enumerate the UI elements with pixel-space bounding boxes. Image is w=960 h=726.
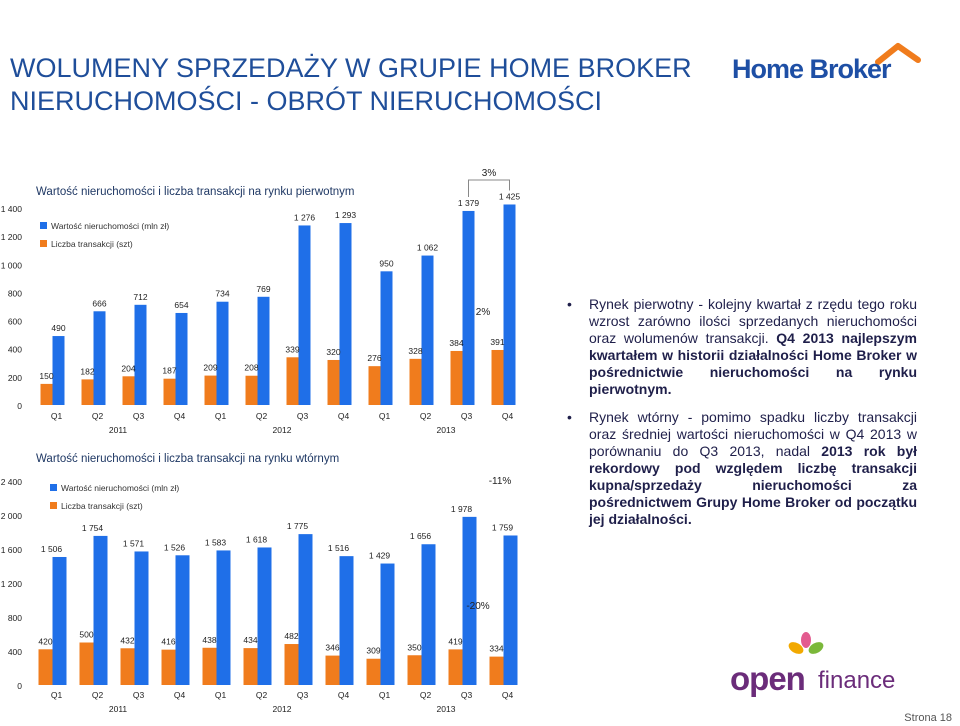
secondary-market-chart bbox=[0, 442, 545, 726]
bar-count bbox=[80, 643, 94, 686]
legend-label: Wartość nieruchomości (mln zł) bbox=[61, 483, 180, 493]
bar-count bbox=[82, 379, 94, 405]
data-label: 482 bbox=[284, 631, 299, 642]
y-tick-label: 0 bbox=[17, 401, 22, 411]
x-tick-label: Q4 bbox=[501, 411, 514, 421]
y-tick-label: 1 400 bbox=[0, 204, 22, 214]
y-tick-label: 2 000 bbox=[0, 511, 22, 521]
data-label: 1 618 bbox=[245, 534, 268, 545]
data-label: 654 bbox=[174, 299, 189, 310]
data-label: 666 bbox=[92, 298, 107, 309]
data-label: 328 bbox=[408, 345, 423, 356]
chart-title: Wartość nieruchomości i liczba transakcji na rynku wtórnym bbox=[36, 453, 340, 465]
data-label: 734 bbox=[215, 288, 230, 299]
x-tick-label: Q4 bbox=[337, 411, 350, 421]
data-label: 712 bbox=[133, 291, 148, 302]
data-label: 1 583 bbox=[204, 537, 227, 548]
data-label: 1 516 bbox=[327, 543, 350, 554]
x-tick-label: Q2 bbox=[91, 411, 104, 421]
year-label: 2013 bbox=[436, 704, 456, 714]
bar-value bbox=[94, 311, 106, 405]
data-label: 1 276 bbox=[293, 212, 316, 223]
bar-value bbox=[258, 547, 272, 685]
x-tick-label: Q3 bbox=[132, 411, 145, 421]
y-tick-label: 800 bbox=[7, 288, 22, 299]
data-label: 384 bbox=[449, 337, 464, 348]
page-number: Strona 18 bbox=[904, 712, 952, 724]
data-label: 334 bbox=[489, 643, 504, 654]
growth-annotation: 3% bbox=[481, 168, 497, 179]
bar-count bbox=[367, 659, 381, 685]
bar-value bbox=[135, 551, 149, 685]
data-label: 1 978 bbox=[450, 503, 473, 514]
data-label: 209 bbox=[203, 362, 218, 373]
data-label: 1 293 bbox=[334, 210, 357, 221]
bar-value bbox=[176, 555, 190, 685]
data-label: 1 429 bbox=[368, 550, 391, 561]
x-tick-label: Q2 bbox=[91, 690, 104, 700]
bar-count bbox=[285, 644, 299, 685]
open-finance-logo bbox=[730, 650, 930, 700]
data-label: 500 bbox=[79, 629, 94, 640]
bar-value bbox=[504, 204, 516, 405]
y-tick-label: 800 bbox=[7, 613, 22, 623]
legend-label: Liczba transakcji (szt) bbox=[51, 239, 133, 249]
data-label: 438 bbox=[202, 634, 217, 645]
x-tick-label: Q1 bbox=[50, 690, 63, 700]
x-tick-label: Q2 bbox=[255, 411, 268, 421]
bullet-dot-icon: • bbox=[567, 409, 572, 425]
bar-count bbox=[449, 649, 463, 685]
data-label: 346 bbox=[325, 642, 340, 653]
flower-icon bbox=[786, 632, 826, 662]
year-label: 2012 bbox=[272, 425, 292, 435]
data-label: 187 bbox=[162, 365, 177, 376]
x-tick-label: Q1 bbox=[378, 411, 391, 421]
bar-count bbox=[287, 357, 299, 405]
y-tick-label: 1 000 bbox=[0, 260, 22, 271]
bar-count bbox=[162, 650, 176, 685]
legend-swatch bbox=[40, 222, 47, 229]
x-tick-label: Q4 bbox=[337, 690, 350, 700]
bar-value bbox=[53, 336, 65, 405]
data-label: 1 526 bbox=[163, 542, 186, 553]
data-label: 490 bbox=[51, 323, 66, 334]
data-label: 416 bbox=[161, 636, 176, 647]
x-tick-label: Q1 bbox=[50, 411, 63, 421]
x-tick-label: Q1 bbox=[214, 690, 227, 700]
title-line-2: NIERUCHOMOŚCI - OBRÓT NIERUCHOMOŚCI bbox=[10, 86, 603, 116]
legend-swatch bbox=[40, 240, 47, 247]
bar-value bbox=[299, 225, 311, 405]
bar-value bbox=[340, 223, 352, 405]
bar-value bbox=[463, 211, 475, 405]
bar-value bbox=[381, 564, 395, 685]
y-tick-label: 1 200 bbox=[0, 579, 22, 589]
x-tick-label: Q2 bbox=[419, 690, 432, 700]
data-label: 1 062 bbox=[416, 242, 439, 253]
y-tick-label: 200 bbox=[7, 372, 22, 383]
open-finance-logo-finance: finance bbox=[818, 667, 896, 694]
data-label: 276 bbox=[367, 353, 382, 364]
y-tick-label: 400 bbox=[7, 344, 22, 355]
chart-title: Wartość nieruchomości i liczba transakcji na rynku pierwotnym bbox=[36, 186, 355, 198]
bullet-secondary-market bbox=[567, 409, 917, 528]
bar-value bbox=[299, 534, 313, 685]
x-tick-label: Q3 bbox=[296, 411, 309, 421]
bar-value bbox=[53, 557, 67, 685]
bullet-text-bold: 2013 rok był rekordowy pod względem liczbę transakcji kupna/sprzedaży nieruchomości za pośrednictwem Grupy Home Broker od początku jej działalności. bbox=[589, 443, 918, 527]
bar-value bbox=[135, 305, 147, 405]
data-label: 432 bbox=[120, 635, 135, 646]
data-label: 419 bbox=[448, 636, 463, 647]
bar-value bbox=[217, 550, 231, 685]
bullet-text: Rynek pierwotny - kolejny kwartał z rzędu tego roku wzrost zarówno ilości sprzedanych nieruchomości oraz wolumenów transakcji. bbox=[589, 296, 917, 346]
bar-value bbox=[217, 302, 229, 405]
data-label: 1 571 bbox=[122, 538, 145, 549]
bar-count bbox=[369, 366, 381, 405]
data-label: 1 425 bbox=[498, 191, 521, 202]
x-tick-label: Q1 bbox=[378, 690, 391, 700]
growth-annotation: -20% bbox=[466, 601, 490, 612]
y-tick-label: 0 bbox=[17, 681, 22, 691]
data-label: 1 775 bbox=[286, 521, 309, 532]
bar-value bbox=[340, 556, 354, 685]
bar-count bbox=[246, 376, 258, 405]
bullet-text-bold: Q4 2013 najlepszym kwartałem w historii działalności Home Broker w pośrednictwie nieruchomości na rynku pierwotnym. bbox=[589, 330, 917, 397]
year-label: 2013 bbox=[436, 425, 456, 435]
bar-value bbox=[381, 271, 393, 405]
x-tick-label: Q4 bbox=[501, 690, 514, 700]
legend-swatch bbox=[50, 502, 57, 509]
growth-annotation: -11% bbox=[488, 476, 512, 487]
x-tick-label: Q3 bbox=[460, 690, 473, 700]
y-tick-label: 400 bbox=[7, 647, 22, 657]
y-tick-label: 600 bbox=[7, 316, 22, 327]
data-label: 391 bbox=[490, 336, 505, 347]
legend-label: Liczba transakcji (szt) bbox=[61, 501, 143, 511]
data-label: 339 bbox=[285, 344, 300, 355]
home-broker-logo-text: Home Broker bbox=[732, 54, 891, 84]
bar-count bbox=[244, 648, 258, 685]
data-label: 434 bbox=[243, 635, 258, 646]
bar-count bbox=[121, 648, 135, 685]
bar-value bbox=[504, 535, 518, 685]
data-label: 204 bbox=[121, 363, 136, 374]
year-label: 2012 bbox=[272, 704, 292, 714]
data-label: 1 506 bbox=[40, 543, 63, 554]
bar-count bbox=[326, 656, 340, 685]
bar-value bbox=[422, 544, 436, 685]
data-label: 182 bbox=[80, 366, 95, 377]
data-label: 420 bbox=[38, 636, 53, 647]
bar-count bbox=[41, 384, 53, 405]
bullet-primary-market bbox=[567, 296, 917, 398]
data-label: 769 bbox=[256, 283, 271, 294]
bar-value bbox=[94, 536, 108, 685]
data-label: 1 759 bbox=[491, 522, 514, 533]
data-label: 208 bbox=[244, 362, 259, 373]
data-label: 950 bbox=[379, 258, 394, 269]
bar-count bbox=[410, 359, 422, 405]
year-label: 2011 bbox=[108, 425, 128, 435]
year-label: 2011 bbox=[108, 704, 128, 714]
y-tick-label: 1 600 bbox=[0, 545, 22, 555]
x-tick-label: Q3 bbox=[132, 690, 145, 700]
y-tick-label: 1 200 bbox=[0, 232, 22, 243]
bar-count bbox=[203, 648, 217, 685]
bar-count bbox=[492, 350, 504, 405]
data-label: 309 bbox=[366, 645, 381, 656]
x-tick-label: Q1 bbox=[214, 411, 227, 421]
page-title bbox=[10, 52, 692, 118]
bar-count bbox=[490, 657, 504, 685]
bar-value bbox=[422, 256, 434, 405]
bar-value bbox=[258, 297, 270, 405]
data-label: 350 bbox=[407, 642, 422, 653]
x-tick-label: Q2 bbox=[255, 690, 268, 700]
x-tick-label: Q4 bbox=[173, 411, 186, 421]
primary-market-chart bbox=[0, 165, 545, 460]
data-label: 320 bbox=[326, 346, 341, 357]
data-label: 1 379 bbox=[457, 197, 480, 208]
title-line-1: WOLUMENY SPRZEDAŻY W GRUPIE HOME BROKER bbox=[10, 53, 692, 83]
y-tick-label: 2 400 bbox=[0, 477, 22, 487]
bar-count bbox=[205, 376, 217, 405]
bar-count bbox=[408, 655, 422, 685]
growth-annotation: 2% bbox=[475, 307, 491, 318]
commentary-bullets bbox=[567, 296, 917, 539]
data-label: 1 656 bbox=[409, 531, 432, 542]
x-tick-label: Q2 bbox=[419, 411, 432, 421]
data-label: 1 754 bbox=[81, 522, 104, 533]
bar-count bbox=[164, 379, 176, 405]
bar-count bbox=[451, 351, 463, 405]
bar-count bbox=[328, 360, 340, 405]
bar-count bbox=[123, 376, 135, 405]
bar-count bbox=[39, 649, 53, 685]
bullet-text: Rynek wtórny - pomimo spadku liczby transakcji oraz średniej wartości nieruchomości w Q4 2013 w porównaniu do Q3 2013, nadal bbox=[589, 409, 917, 459]
bullet-dot-icon: • bbox=[567, 296, 572, 312]
legend-label: Wartość nieruchomości (mln zł) bbox=[51, 221, 170, 231]
x-tick-label: Q3 bbox=[460, 411, 473, 421]
x-tick-label: Q3 bbox=[296, 690, 309, 700]
open-finance-logo-open: open bbox=[730, 660, 805, 697]
legend-swatch bbox=[50, 484, 57, 491]
bar-value bbox=[176, 313, 188, 405]
x-tick-label: Q4 bbox=[173, 690, 186, 700]
home-broker-logo bbox=[728, 40, 928, 90]
data-label: 150 bbox=[39, 370, 54, 381]
